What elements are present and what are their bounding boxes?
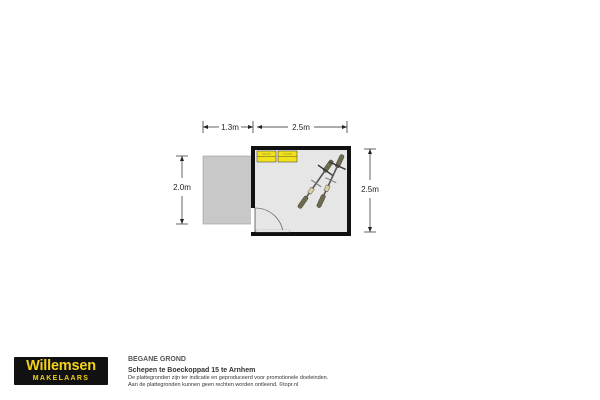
footer-info xyxy=(128,355,448,389)
logo-subtitle: MAKELAARS xyxy=(32,375,90,382)
dimension-label-left: 2.0m xyxy=(173,183,191,192)
floor-title: BEGANE GROND xyxy=(128,356,186,363)
disclaimer-line-2: Aan de plattegronden kunnen geen rechten worden ontleend. ©topr.nl xyxy=(128,382,299,388)
dimension-label-right: 2.5m xyxy=(361,185,379,194)
dimension-label-top-right: 2.5m xyxy=(292,123,310,132)
terrace-area xyxy=(203,156,254,224)
company-logo xyxy=(14,357,108,385)
storage-box-icon xyxy=(278,151,297,162)
logo-name: Willemsen xyxy=(26,358,96,374)
storage-box-icon xyxy=(257,151,276,162)
dimension-label-top-left: 1.3m xyxy=(221,123,239,132)
property-address: Schepen te Boeckoppad 15 te Arnhem xyxy=(128,367,256,374)
disclaimer-line-1: De plattegronden zijn ter indicatie en geproduceerd voor promotionele doeleinden. xyxy=(128,375,329,381)
